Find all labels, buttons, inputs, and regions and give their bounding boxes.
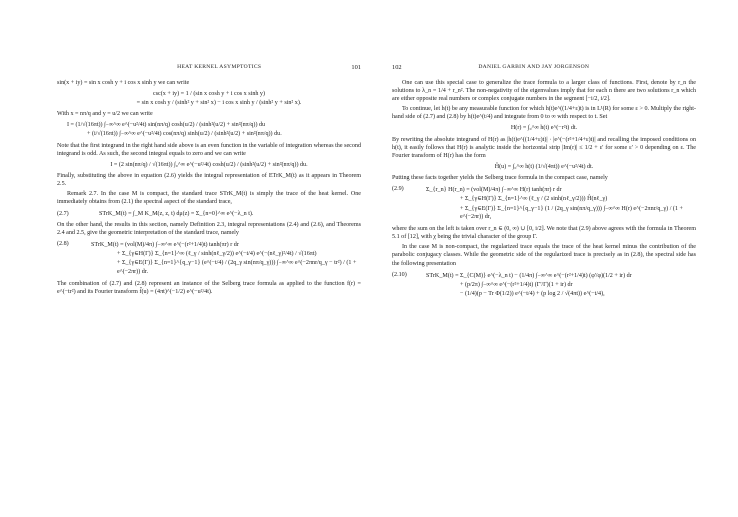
equation-h: H(r) = ∫₀^∞ h(t) e^(−r²t) dt. <box>510 125 578 132</box>
paragraph: Note that the first integrand in the right hand side above is an even function in the variable of integration whereas the second integrand is odd. As such, the second integral equals to zero and we can write <box>57 142 361 157</box>
equation-line: + Σ_{γ∈H(Γ)} Σ_{n=1}^∞ (ℓ_γ / (2 sinh(nℓ_γ/2))) Ĥ(nℓ_γ) <box>460 196 608 203</box>
right-page <box>392 64 696 302</box>
equation-line: + Σ_{γ∈H(Γ)} Σ_{n=1}^∞ (ℓ_γ / sinh(nℓ_γ/2)) e^(−t/4) e^(−(nℓ_γ)²/4t) / √(16πt) <box>117 251 317 258</box>
equation-line: Σ_{r_n} H(r_n) = (vol(M)/4π) ∫₋∞^∞ H(r) tanh(πr) r dr <box>426 187 562 194</box>
equation-line: − (1/4)(p − Tr Φ(1/2)) e^(−t/4) + (p log 2 / √(4πt)) e^(−t/4), <box>460 291 605 298</box>
text-line: sin(x + iy) = sin x cosh y + i cos x sinh y we can write <box>57 79 190 86</box>
paragraph: To continue, let h(t) be any measurable function for which h(t)e^((1/4+ε)t) is in L¹(R) for some ε > 0. Multiply the right-hand side of (2.7) and (2.8) by h(t)e^(t/4) and integrate from 0 to ∞ with respect to t. Set <box>392 106 696 121</box>
equation-line: STrK_M(t) = Σ_{C(M)} e^(−λ_n t) − (1/4π) ∫₋∞^∞ e^(−(r²+1/4)t) (φ'/φ)(1/2 + ir) dr <box>426 272 632 279</box>
left-page <box>57 64 361 298</box>
equation-label: (2.8) <box>57 241 69 248</box>
equation-line: I = (1/√(16πt)) ∫₋∞^∞ e^(−u²/4t) sin(nπ/q) cosh(u/2) / (sinh²(u/2) + sin²(nπ/q)) du <box>67 122 266 129</box>
paragraph: One can use this special case to generalize the trace formula to a larger class of functions. First, denote by r_n the solutions to λ_n = 1/4 + r_n². The non-negativity of the eigenvalues imply that for each n there are two solutions r_n which are either opposite real numbers or complex conjugate numbers in the segment [−i/2, i/2]. <box>392 79 696 102</box>
paragraph: By rewriting the absolute integrand of H(r) as |h(t)e^((1/4+ε)t)| · |e^(−(r²+1/4+ε)t)| and recalling the imposed conditions on h(t), it easily follows that H(r) is analytic inside the horizontal strip |Im(r)| ≤ 1/2 + ε' for some ε' > 0 depending on ε. The Fourier transform of H(r) has the form <box>392 136 696 159</box>
paragraph: Putting these facts together yields the Selberg trace formula in the compact case, namely <box>392 175 608 182</box>
equation-line: + (p/2π) ∫₋∞^∞ e^(−(r²+1/4)t) (Γ'/Γ)(1 + ir) dr <box>460 281 573 288</box>
equation-label: (2.7) <box>57 210 69 217</box>
left-page-header <box>57 64 361 73</box>
equation-i1 <box>57 121 361 138</box>
equation-line: = sin x cosh y / (sinh² y + sin² x) − i cos x sinh y / (sinh² y + sin² x). <box>136 99 302 106</box>
equation-label: (2.9) <box>392 186 404 193</box>
paragraph: Finally, substituting the above in equation (2.6) yields the integral representation of ETrK_M(t) as it appears in Theorem 2.5. <box>57 172 361 188</box>
equation-2-8 <box>57 240 361 277</box>
equation-label: (2.10) <box>392 271 407 278</box>
equation-h-hat: Ĥ(u) = ∫₀^∞ h(t) (1/√(4πt)) e^(−u²/4t) dt. <box>494 163 594 170</box>
running-head: HEAT KERNEL ASYMPTOTICS <box>177 64 262 70</box>
equation-content: STrK_M(t) = ∫_M K_M(z, z, t) dμ(z) = Σ_{n=0}^∞ e^(−λ_n t). <box>99 210 254 217</box>
page-number: 102 <box>392 64 402 71</box>
equation-line: csc(x + iy) = 1 / (sin x cosh y + i cos x sinh y) <box>152 90 266 97</box>
running-head: DANIEL GARBIN AND JAY JORGENSON <box>478 64 590 70</box>
page-number: 101 <box>351 64 361 71</box>
paragraph: The combination of (2.7) and (2.8) represent an instance of the Selberg trace formula as applied to the function f(r) = e^(−tr²) and its Fourier transform f̂(u) = (4πt)^(−1/2) e^(−u²/4t). <box>57 280 361 295</box>
equation-2-7 <box>57 210 361 218</box>
equation-2-9 <box>392 185 696 222</box>
equation-line: + Σ_{γ∈E(Γ)} Σ_{n=1}^{q_γ−1} (e^(−t/4) / (2q_γ sin(nπ/q_γ))) ∫₋∞^∞ e^(−2πnr/q_γ − tr²) / (1 + e^(−2πr)) dr. <box>117 260 357 275</box>
paragraph: In the case M is non-compact, the regularized trace equals the trace of the heat kernel minus the contribution of the parabolic conjugacy classes. While the geometric side of the regularized trace is precisely as in (2.8), the spectral side has the following presentation <box>392 244 696 267</box>
text-line: With x = nπ/q and y = u/2 we can write <box>57 111 153 118</box>
equation-line: + Σ_{γ∈E(Γ)} Σ_{n=1}^{q_γ−1} (1 / (2q_γ sin(nπ/q_γ))) ∫₋∞^∞ H(r) e^(−2πnr/q_γ) / (1 + e^(−2πr)) dr, <box>460 205 683 220</box>
equation-csc <box>57 90 361 107</box>
paragraph-remark: Remark 2.7. In the case M is compact, the standard trace STrK_M(t) is simply the trace of the heat kernel. One immediately obtains from (2.1) the spectral aspect of the standard trace, <box>57 191 361 206</box>
equation-i2: I = (2 sin(nπ/q) / √(16πt)) ∫₀^∞ e^(−u²/4t) cosh(u/2) / (sinh²(u/2) + sin²(nπ/q)) du. <box>110 161 308 168</box>
paragraph: where the sum on the left is taken over r_n ∈ (0, ∞) ∪ [0, i/2]. We note that (2.9) above agrees with the formula in Theorem 5.1 of [12], with χ being the trivial character of the group Γ. <box>392 225 696 241</box>
equation-line: + (i/√(16πt)) ∫₋∞^∞ e^(−u²/4t) cos(nπ/q) sinh(u/2) / (sinh²(u/2) + sin²(nπ/q)) du. <box>87 131 282 138</box>
equation-2-10 <box>392 271 696 299</box>
right-page-header <box>392 64 696 73</box>
paragraph: On the other hand, the results in this section, namely Definition 2.3, integral representations (2.4) and (2.6), and Theorems 2.4 and 2.5, give the geometric interpretation of the standard trace, namely <box>57 221 361 236</box>
equation-line: STrK_M(t) = (vol(M)/4π) ∫₋∞^∞ e^(−(r²+1/4)t) tanh(πr) r dr <box>91 242 239 249</box>
